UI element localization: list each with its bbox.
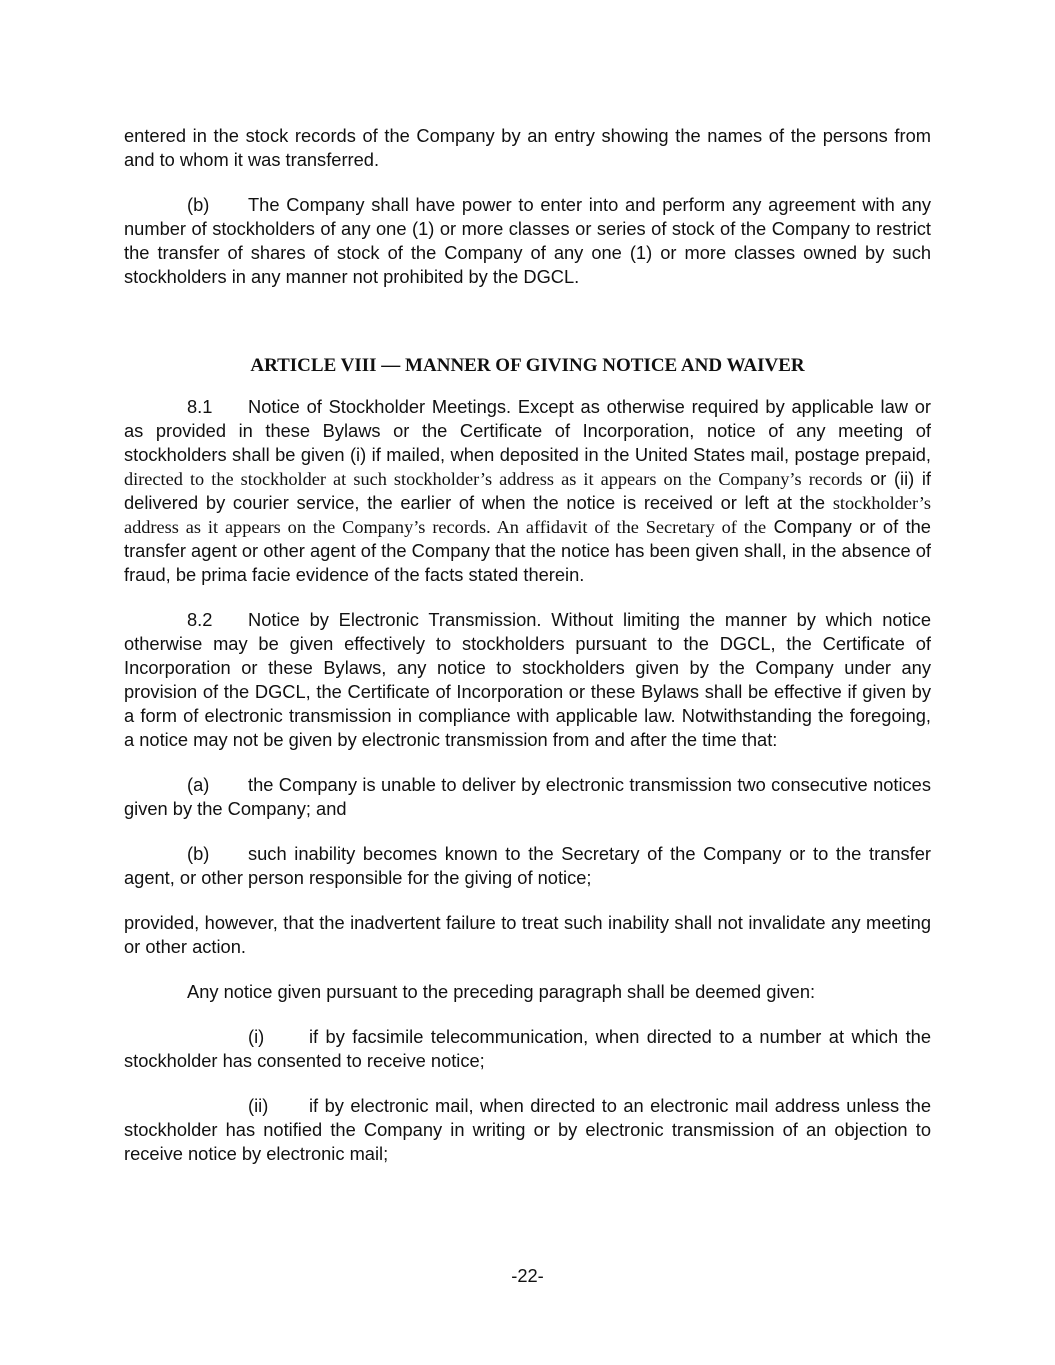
page-number: -22-: [511, 1265, 544, 1286]
section-8-2-text: Notice by Electronic Transmission. Without limiting the manner by which notice otherwise may be given effectively to stockholders pursuant to the DGCL, the Certificate of Incorporation or these Bylaws, any notice to stockholders given by the Company under any provision of the DGCL, the Certificate of Incorporation or these Bylaws shall be effective if given by a form of electronic transmission in compliance with applicable law. Notwithstanding the foregoing, a notice may not be given by electronic transmission from and after the time that:: [124, 609, 931, 750]
proviso-text: provided, however, that the inadvertent failure to treat such inability shall not invalidate any meeting or other action.: [124, 912, 931, 957]
section-8-2-number: 8.2: [187, 609, 213, 630]
continuation-text: entered in the stock records of the Company by an entry showing the names of the persons from and to whom it was transferred.: [124, 125, 931, 170]
clause-b-label: (b): [187, 843, 210, 864]
item-i-paragraph: [124, 1025, 931, 1073]
item-ii-paragraph: [124, 1094, 931, 1166]
clause-a-label: (a): [187, 774, 210, 795]
item-ii-text: if by electronic mail, when directed to an electronic mail address unless the stockholder has notified the Company in writing or by electronic transmission of an objection to receive notice by electronic mail;: [124, 1095, 931, 1164]
clause-a-text: the Company is unable to deliver by electronic transmission two consecutive notices given by the Company; and: [124, 774, 931, 819]
article-heading: ARTICLE VIII — MANNER OF GIVING NOTICE AND WAIVER: [250, 355, 805, 376]
continuation-paragraph: [124, 124, 931, 172]
section-8-2-paragraph: [124, 608, 931, 752]
section-7b-label: (b): [187, 194, 210, 215]
clause-b-paragraph: [124, 842, 931, 890]
section-8-1-paragraph: [124, 395, 931, 587]
item-i-label: (i): [248, 1026, 265, 1047]
proviso-paragraph: [124, 911, 931, 959]
section-8-1-text-part3: or (ii) if delivered by courier service, the earlier of when the notice is received or left at the: [124, 468, 931, 513]
section-8-1-text-part5: Company or of the transfer agent or other agent of the Company that the notice has been given shall, in the absence of fraud, be prima facie evidence of the facts stated therein.: [124, 516, 931, 585]
section-8-1-text-part4: stockholder’s address as it appears on the Company’s records. An affidavit of the Secretary of the: [124, 493, 931, 537]
section-7b-text: The Company shall have power to enter into and perform any agreement with any number of stockholders of any one (1) or more classes or series of stock of the Company to restrict the transfer of shares of stock of the Company of any one (1) or more classes owned by such stockholders in any manner not prohibited by the DGCL.: [124, 194, 931, 287]
item-i-text: if by facsimile telecommunication, when directed to a number at which the stockholder has consented to receive notice;: [124, 1026, 931, 1071]
item-ii-label: (ii): [248, 1095, 269, 1116]
clause-b-text: such inability becomes known to the Secretary of the Company or to the transfer agent, or other person responsible for the giving of notice;: [124, 843, 931, 888]
deemed-given-paragraph: [124, 980, 931, 1004]
section-8-1-number: 8.1: [187, 396, 213, 417]
deemed-given-text: Any notice given pursuant to the preceding paragraph shall be deemed given:: [187, 981, 816, 1002]
section-8-1-text-part2: directed to the stockholder at such stockholder’s address as it appears on the Company’s records: [124, 469, 863, 489]
document-page: [124, 124, 931, 1166]
section-7b-paragraph: [124, 193, 931, 289]
clause-a-paragraph: [124, 773, 931, 821]
section-8-1-text-part1: Notice of Stockholder Meetings. Except as otherwise required by applicable law or as provided in these Bylaws or the Certificate of Incorporation, notice of any meeting of stockholders shall be given (i) if mailed, when deposited in the United States mail, postage prepaid,: [124, 396, 931, 465]
